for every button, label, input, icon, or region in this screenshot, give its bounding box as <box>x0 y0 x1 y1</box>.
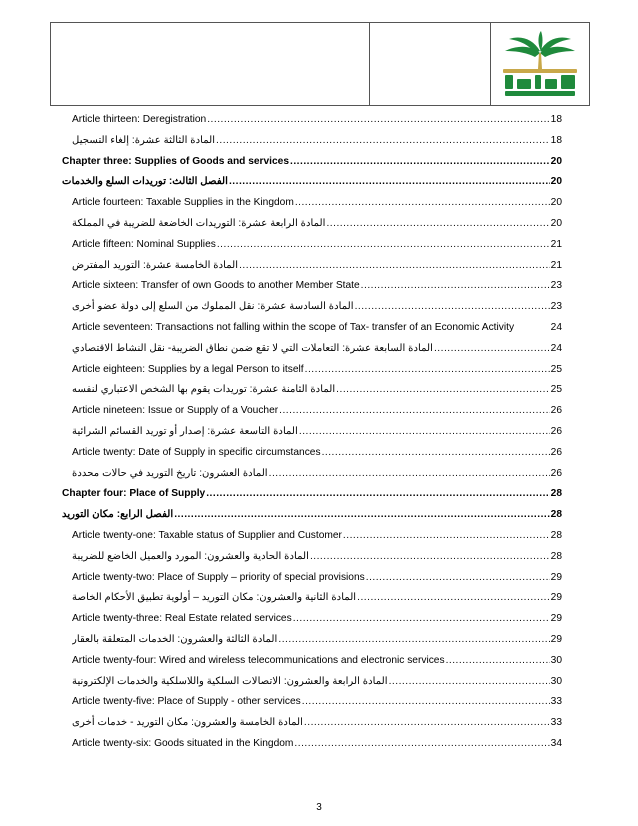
toc-entry-page: 20 <box>550 217 562 229</box>
toc-leader-dots <box>310 547 550 568</box>
toc-entry-page: 33 <box>550 696 562 708</box>
toc-leader-dots <box>299 422 550 443</box>
toc-entry-page: 24 <box>550 321 562 333</box>
toc-entry[interactable] <box>62 152 562 173</box>
toc-entry-title: Chapter three: Supplies of Goods and services <box>62 155 290 167</box>
toc-entry-title: المادة الثالثة والعشرون: الخدمات المتعلقة بالعقار <box>72 633 278 645</box>
toc-entry-page: 20 <box>550 176 562 188</box>
toc-leader-dots <box>366 568 550 589</box>
toc-entry-page: 28 <box>550 550 562 562</box>
toc-entry-title: Article seventeen: Transactions not falling within the scope of Tax- transfer of an Economic Activity <box>72 321 515 333</box>
toc-entry[interactable] <box>72 214 562 235</box>
toc-leader-dots <box>302 692 550 713</box>
toc-entry[interactable] <box>72 256 562 277</box>
toc-entry-title: المادة الحادية والعشرون: المورد والعميل الخاضع للضريبة <box>72 550 309 562</box>
toc-entry[interactable] <box>62 505 562 526</box>
toc-entry[interactable] <box>72 401 562 422</box>
page-number: 3 <box>316 802 322 813</box>
toc-entry-title: الفصل الرابع: مكان التوريد <box>62 509 174 521</box>
toc-entry-title: المادة الرابعة والعشرون: الاتصالات السلكية واللاسلكية والخدمات الإلكترونية <box>72 675 388 687</box>
toc-entry[interactable] <box>72 547 562 568</box>
toc-entry-page: 18 <box>550 134 562 146</box>
toc-entry[interactable] <box>62 484 562 505</box>
toc-entry-title: المادة الثامنة عشرة: توريدات يقوم بها الشخص الاعتباري لنفسه <box>72 384 336 396</box>
toc-entry-page: 28 <box>550 509 562 521</box>
toc-entry[interactable] <box>72 672 562 693</box>
toc-entry-page: 34 <box>550 737 562 749</box>
toc-entry[interactable] <box>72 464 562 485</box>
toc-leader-dots <box>174 505 549 526</box>
header-cell-middle <box>370 23 491 106</box>
toc-leader-dots <box>269 464 550 485</box>
toc-entry-page: 25 <box>550 363 562 375</box>
toc-leader-dots <box>278 630 549 651</box>
toc-entry-title: المادة الثانية والعشرون: مكان التوريد – أولوية تطبيق الأحكام الخاصة <box>72 592 357 604</box>
toc-leader-dots <box>336 380 550 401</box>
toc-entry-page: 20 <box>550 197 562 209</box>
toc-entry-title: المادة التاسعة عشرة: إصدار أو توريد القسائم الشرائية <box>72 425 298 437</box>
toc-entry-title: المادة الخامسة عشرة: التوريد المفترض <box>72 259 239 271</box>
toc-entry-title: Article twenty-six: Goods situated in the Kingdom <box>72 737 294 749</box>
toc-leader-dots <box>207 110 549 131</box>
toc-entry-page: 26 <box>550 446 562 458</box>
toc-entry-title: المادة السابعة عشرة: التعاملات التي لا تقع ضمن نطاق الضريبة- نقل النشاط الاقتصادي <box>72 342 433 354</box>
table-of-contents <box>62 110 562 755</box>
toc-entry-page: 26 <box>550 425 562 437</box>
toc-leader-dots <box>305 360 550 381</box>
toc-leader-dots <box>361 276 550 297</box>
toc-entry[interactable] <box>72 297 562 318</box>
toc-entry[interactable] <box>72 526 562 547</box>
toc-entry-title: Article eighteen: Supplies by a legal Person to itself <box>72 363 304 375</box>
toc-entry[interactable] <box>72 110 562 131</box>
toc-entry-title: Chapter four: Place of Supply <box>62 488 206 500</box>
toc-entry[interactable] <box>72 339 562 360</box>
toc-entry[interactable] <box>72 588 562 609</box>
toc-entry-page: 26 <box>550 467 562 479</box>
toc-entry[interactable] <box>72 276 562 297</box>
toc-entry-page: 26 <box>550 405 562 417</box>
toc-entry-page: 29 <box>550 633 562 645</box>
toc-entry-title: Article twenty: Date of Supply in specific circumstances <box>72 446 321 458</box>
toc-leader-dots <box>293 609 550 630</box>
zakat-logo <box>495 29 585 101</box>
toc-leader-dots <box>357 588 550 609</box>
toc-entry-title: Article twenty-one: Taxable status of Supplier and Customer <box>72 529 342 541</box>
toc-entry-page: 21 <box>550 238 562 250</box>
toc-entry-title: الفصل الثالث: توريدات السلع والخدمات <box>62 176 228 188</box>
header-cell-right <box>51 23 370 106</box>
toc-entry-title: Article fifteen: Nominal Supplies <box>72 238 216 250</box>
toc-leader-dots <box>206 484 549 505</box>
toc-entry-title: Article twenty-five: Place of Supply - other services <box>72 696 301 708</box>
toc-leader-dots <box>434 339 550 360</box>
toc-leader-dots <box>326 214 549 235</box>
toc-entry[interactable] <box>72 692 562 713</box>
toc-entry-title: Article nineteen: Issue or Supply of a Voucher <box>72 405 279 417</box>
toc-entry-page: 30 <box>550 675 562 687</box>
header-table <box>50 22 590 106</box>
toc-entry-page: 29 <box>550 592 562 604</box>
toc-entry-page: 33 <box>550 717 562 729</box>
toc-leader-dots <box>304 713 550 734</box>
toc-entry-page: 21 <box>550 259 562 271</box>
toc-leader-dots <box>389 672 550 693</box>
toc-leader-dots <box>217 235 550 256</box>
toc-entry-title: المادة العشرون: تاريخ التوريد في حالات محددة <box>72 467 268 479</box>
toc-leader-dots <box>355 297 550 318</box>
toc-entry[interactable] <box>72 422 562 443</box>
toc-entry[interactable] <box>72 235 562 256</box>
toc-entry-page: 28 <box>550 529 562 541</box>
toc-leader-dots <box>343 526 550 547</box>
toc-entry[interactable] <box>72 380 562 401</box>
toc-leader-dots <box>216 131 550 152</box>
toc-entry-title: Article sixteen: Transfer of own Goods to another Member State <box>72 280 360 292</box>
toc-entry-page: 30 <box>550 654 562 666</box>
toc-entry[interactable] <box>72 443 562 464</box>
toc-entry-page: 23 <box>550 301 562 313</box>
toc-leader-dots <box>239 256 550 277</box>
toc-entry[interactable] <box>72 713 562 734</box>
toc-entry[interactable] <box>72 609 562 630</box>
toc-entry[interactable] <box>72 568 562 589</box>
toc-leader-dots <box>322 443 550 464</box>
logo-cell <box>491 23 590 106</box>
toc-entry-title: المادة الرابعة عشرة: التوريدات الخاضعة للضريبة في المملكة <box>72 217 326 229</box>
toc-leader-dots <box>279 401 550 422</box>
toc-entry[interactable] <box>62 172 562 193</box>
toc-leader-dots <box>229 172 550 193</box>
toc-entry-page: 24 <box>550 342 562 354</box>
toc-entry[interactable] <box>72 630 562 651</box>
toc-entry-title: Article twenty-three: Real Estate related services <box>72 613 292 625</box>
toc-entry[interactable] <box>72 193 562 214</box>
toc-entry-title: المادة الخامسة والعشرون: مكان التوريد - خدمات أخرى <box>72 717 303 729</box>
toc-leader-dots <box>290 152 550 173</box>
toc-entry[interactable] <box>72 131 562 152</box>
toc-leader-dots <box>446 651 550 672</box>
toc-entry-page: 20 <box>550 155 562 167</box>
toc-entry[interactable] <box>72 360 562 381</box>
toc-entry-page: 25 <box>550 384 562 396</box>
toc-leader-dots <box>295 193 550 214</box>
toc-entry-page: 23 <box>550 280 562 292</box>
toc-entry-title: Article fourteen: Taxable Supplies in the Kingdom <box>72 197 294 209</box>
toc-leader-dots <box>294 734 549 755</box>
toc-entry-page: 29 <box>550 613 562 625</box>
toc-entry[interactable] <box>72 734 562 755</box>
toc-entry-page: 28 <box>550 488 562 500</box>
toc-entry-title: المادة الثالثة عشرة: إلغاء التسجيل <box>72 134 216 146</box>
toc-entry-page: 18 <box>550 114 562 125</box>
toc-entry[interactable] <box>72 318 562 339</box>
toc-entry-title: Article twenty-two: Place of Supply – priority of special provisions <box>72 571 365 583</box>
toc-entry-title: Article thirteen: Deregistration <box>72 114 207 125</box>
toc-entry-title: المادة السادسة عشرة: نقل المملوك من السلع إلى دولة عضو أخرى <box>72 301 354 313</box>
toc-entry-page: 29 <box>550 571 562 583</box>
toc-entry[interactable] <box>72 651 562 672</box>
toc-entry-title: Article twenty-four: Wired and wireless telecommunications and electronic services <box>72 654 445 666</box>
